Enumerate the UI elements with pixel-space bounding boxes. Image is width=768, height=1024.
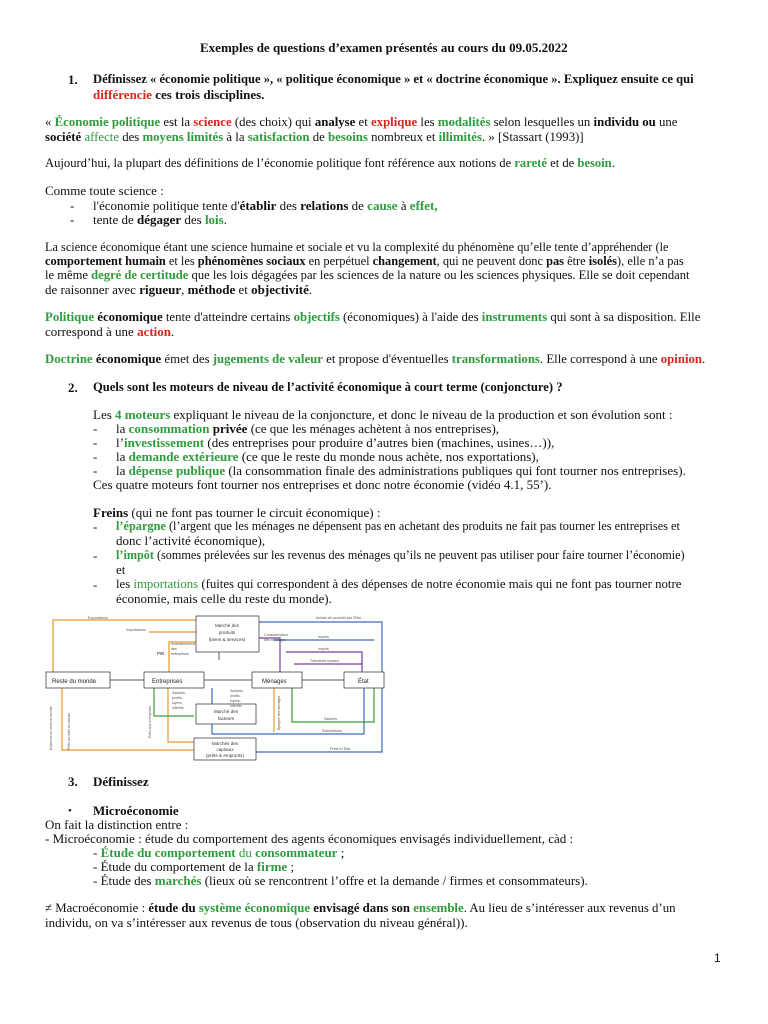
- exportations-flow: [53, 620, 196, 672]
- micro-sub-3: - Étude des marchés (lieux où se rencontrent l’offre et la demande / firmes et consommateurs).: [93, 873, 588, 888]
- svg-text:Impôts: Impôts: [318, 635, 329, 639]
- svg-text:PIB: PIB: [157, 651, 165, 656]
- micro-sub-2: - Étude du comportement de la firme ;: [93, 859, 295, 874]
- moteurs-intro: Les 4 moteurs expliquant le niveau de la conjoncture, et donc le niveau de la production et son évolution sont :: [93, 407, 673, 422]
- micro-line-2: - Microéconomie : étude du comportement des agents économiques envisagés individuellement, càd :: [45, 831, 574, 846]
- macro-line-2: individu, on va s’intéresser aux revenus de tous (observation du niveau général)).: [45, 915, 468, 930]
- svg-text:Marché des: Marché des: [213, 709, 239, 714]
- moteur-item-1: la consommation privée (ce que les ménages achètent à nos entreprises),: [116, 421, 500, 436]
- moteur-item-2: l’investissement (des entreprises pour produire d’autres bien (machines, usines…)),: [116, 435, 555, 450]
- svg-text:des ménages: des ménages: [264, 638, 286, 642]
- svg-text:facteurs: facteurs: [217, 716, 235, 721]
- svg-text:Investissement: Investissement: [171, 642, 195, 646]
- svg-text:(biens & services): (biens & services): [208, 637, 246, 642]
- svg-text:profits,: profits,: [230, 694, 241, 698]
- micro-sub-1: - Étude du comportement du consommateur ;: [93, 845, 345, 860]
- svg-text:Prêts aux entreprises: Prêts aux entreprises: [148, 705, 152, 738]
- svg-text:Importations: Importations: [126, 628, 146, 632]
- svg-text:Emprunts au reste du monde: Emprunts au reste du monde: [49, 706, 53, 750]
- science-line-1: La science économique étant une science humaine et sociale et vu la complexité du phénomène qu’elle tente d’appréhender (le: [45, 240, 669, 254]
- question-3-title: Définissez: [93, 774, 149, 789]
- definition-line-1: « Économie politique est la science (des choix) qui analyse et explique les modalités selon lesquelles un individu ou une: [45, 115, 678, 129]
- svg-text:entreprises: entreprises: [171, 652, 189, 656]
- svg-text:intérêts: intérêts: [230, 704, 242, 708]
- label-etat: État: [358, 679, 369, 685]
- svg-text:Salaires,: Salaires,: [172, 691, 186, 695]
- page-title: Exemples de questions d’examen présentés au cours du 09.05.2022: [200, 40, 568, 55]
- frein-item-3-cont: économie, mais celle du reste du monde).: [116, 591, 332, 606]
- question-3-number: 3.: [68, 774, 78, 789]
- moteur-item-4: la dépense publique (la consommation finale des administrations publiques qui font tourner nos entreprises).: [116, 463, 686, 478]
- science-line-4: de raisonner avec rigueur, méthode et objectivité.: [45, 282, 313, 297]
- science-line-2: comportement humain et les phénomènes sociaux en perpétuel changement, qui ne peuvent donc pas être isolés), elle n’a pas: [45, 254, 684, 268]
- svg-text:intérêts: intérêts: [172, 706, 184, 710]
- aujourdhui-line: Aujourd’hui, la plupart des définitions de l’économie politique font référence aux notions de rareté et de besoin.: [45, 156, 615, 170]
- label-reste-du-monde: Reste du monde: [52, 679, 97, 685]
- svg-text:Transferts sociaux: Transferts sociaux: [310, 659, 340, 663]
- frein-item-1-cont: donc l’activité économique),: [116, 533, 266, 548]
- label-entreprises: Entreprises: [152, 679, 183, 685]
- frein-item-1: l’épargne (l’argent que les ménages ne dépensent pas en achetant des produits ne fait pas tourner les entreprises et: [116, 519, 680, 533]
- question-1-line-1: Définissez « économie politique », « politique économique » et « doctrine économique ». Expliquez ensuite ce qui: [93, 72, 694, 86]
- politique-line-1: Politique économique tente d'atteindre certains objectifs (économiques) à l'aide des instruments qui sont à sa disposition. Elle: [45, 310, 701, 324]
- frein-item-2: l’impôt (sommes prélevées sur les revenus des ménages qu’ils ne peuvent pas utiliser pour faire tourner l’économie): [116, 548, 685, 562]
- micro-bullet: •: [68, 805, 72, 817]
- micro-line-1: On fait la distinction entre :: [45, 817, 189, 832]
- question-1-number: 1.: [68, 72, 78, 87]
- comme-intro: Comme toute science :: [45, 183, 164, 198]
- page-number: 1: [714, 951, 721, 965]
- svg-text:loyers,: loyers,: [230, 699, 241, 703]
- freins-intro: Freins (qui ne font pas tourner le circuit économique) :: [93, 505, 381, 520]
- svg-text:Marchés des: Marchés des: [211, 741, 239, 746]
- svg-text:Épargne des ménages: Épargne des ménages: [277, 695, 281, 730]
- svg-text:Achats de produits par l'État: Achats de produits par l'État: [316, 616, 361, 620]
- svg-text:Impôts: Impôts: [318, 647, 329, 651]
- svg-text:Prêts à l'État: Prêts à l'État: [330, 747, 351, 751]
- svg-text:loyers,: loyers,: [172, 701, 183, 705]
- svg-text:(prêts & emprunts): (prêts & emprunts): [205, 753, 245, 758]
- svg-text:Prêts au reste du monde: Prêts au reste du monde: [67, 712, 71, 750]
- svg-text:Salaires: Salaires: [324, 717, 337, 721]
- question-2-title: Quels sont les moteurs de niveau de l’activité économique à court terme (conjoncture) ?: [93, 380, 563, 394]
- frein-item-2-cont: et: [116, 562, 126, 577]
- question-2-number: 2.: [68, 380, 78, 395]
- svg-text:Salaires,: Salaires,: [230, 689, 244, 693]
- politique-line-2: correspond à une action.: [45, 324, 175, 339]
- comme-item-1: l'économie politique tente d'établir des relations de cause à effet,: [93, 198, 438, 213]
- moteur-item-3: la demande extérieure (ce que le reste du monde nous achète, nos exportations),: [116, 449, 539, 464]
- circuit-diagram: [44, 612, 390, 762]
- moteurs-outro: Ces quatre moteurs font tourner nos entreprises et donc notre économie (vidéo 4.1, 55’).: [93, 477, 552, 492]
- consommation-flow: [259, 638, 280, 672]
- svg-text:Subventions: Subventions: [322, 729, 342, 733]
- micro-title: Microéconomie: [93, 803, 179, 818]
- svg-text:Consommation: Consommation: [264, 633, 289, 637]
- definition-line-2: société affecte des moyens limités à la satisfaction de besoins nombreux et illimités. » [Stassart (1993)]: [45, 130, 584, 144]
- science-line-3: le même degré de certitude que les lois dégagées par les sciences de la nature ou les sciences physiques. Elle se doit cependant: [45, 268, 690, 282]
- svg-text:des: des: [171, 647, 177, 651]
- label-menages: Ménages: [262, 679, 287, 685]
- svg-text:profits,: profits,: [172, 696, 183, 700]
- doctrine-line: Doctrine économique émet des jugements de valeur et propose d'éventuelles transformations. Elle correspond à une opinion.: [45, 352, 706, 366]
- svg-text:Exportations: Exportations: [88, 616, 108, 620]
- frein-item-3: les importations (fuites qui correspondent à des dépenses de notre économie mais qui ne font pas tourner notre: [116, 577, 682, 591]
- question-1-line-2: différencie ces trois disciplines.: [93, 87, 265, 102]
- comme-item-2: tente de dégager des lois.: [93, 212, 227, 227]
- svg-text:produits: produits: [218, 630, 236, 635]
- box-marche-facteurs: [196, 704, 256, 724]
- svg-text:capitaux: capitaux: [216, 747, 234, 752]
- svg-text:Marché des: Marché des: [214, 623, 240, 628]
- prets-etat-flow: [256, 688, 382, 752]
- macro-line-1: ≠ Macroéconomie : étude du système économique envisagé dans son ensemble. Au lieu de s’intéresser aux revenus d’un: [45, 901, 676, 915]
